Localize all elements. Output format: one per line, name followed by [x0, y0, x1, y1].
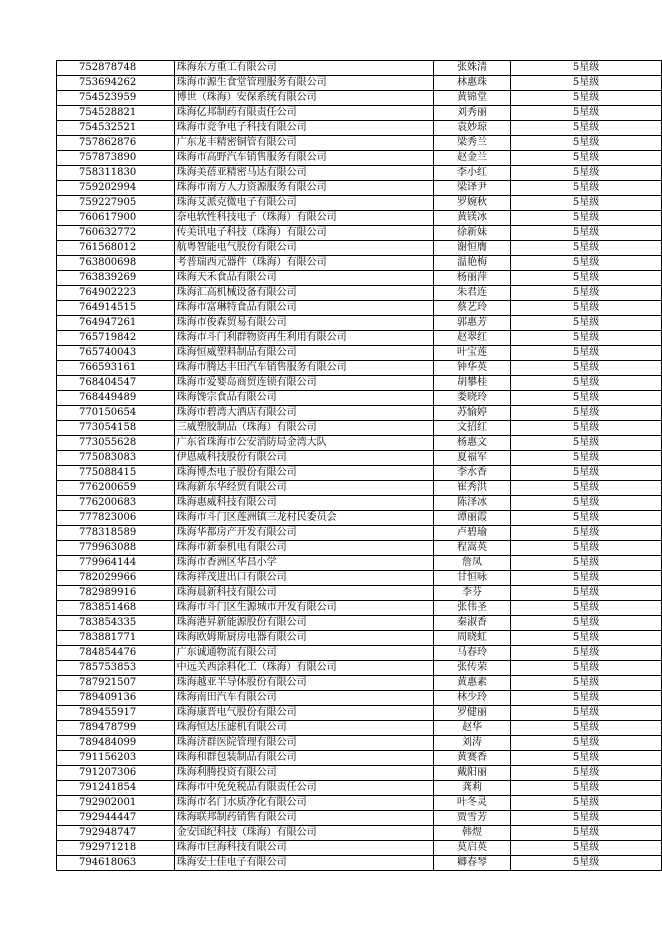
table-row — [57, 586, 662, 601]
company-name-cell: 金安国纪科技（珠海）有限公司 — [174, 826, 433, 841]
table-row — [57, 781, 662, 796]
contact-person-cell: 夏福军 — [433, 451, 511, 466]
contact-person-cell: 谢恒膺 — [433, 241, 511, 256]
org-code-cell: 783854335 — [57, 616, 175, 631]
table-row — [57, 241, 662, 256]
company-name-cell: 珠海市俊森贸易有限公司 — [174, 316, 433, 331]
table-row — [57, 661, 662, 676]
star-level-cell: 5星级 — [511, 721, 662, 736]
org-code-cell: 783851468 — [57, 601, 175, 616]
table-row — [57, 301, 662, 316]
table-row — [57, 361, 662, 376]
company-name-cell: 珠海市巨海科技有限公司 — [174, 841, 433, 856]
company-name-cell: 珠海市碧湾大酒店有限公司 — [174, 406, 433, 421]
table-row — [57, 271, 662, 286]
star-level-cell: 5星级 — [511, 766, 662, 781]
star-level-cell: 5星级 — [511, 796, 662, 811]
company-name-cell: 伊恩威科技股份有限公司 — [174, 451, 433, 466]
org-code-cell: 779964144 — [57, 556, 175, 571]
contact-person-cell: 秦淑香 — [433, 616, 511, 631]
table-row — [57, 496, 662, 511]
org-code-cell: 765719842 — [57, 331, 175, 346]
table-row — [57, 376, 662, 391]
star-level-cell: 5星级 — [511, 226, 662, 241]
contact-person-cell: 温艳梅 — [433, 256, 511, 271]
table-row — [57, 196, 662, 211]
contact-person-cell: 张伟圣 — [433, 601, 511, 616]
contact-person-cell: 龚莉 — [433, 781, 511, 796]
company-name-cell: 广东省珠海市公安消防局金湾大队 — [174, 436, 433, 451]
company-name-cell: 珠海市香洲区华昌小学 — [174, 556, 433, 571]
company-name-cell: 珠海康晋电气股份有限公司 — [174, 706, 433, 721]
company-name-cell: 广东诚通物流有限公司 — [174, 646, 433, 661]
star-level-cell: 5星级 — [511, 181, 662, 196]
org-code-cell: 791207306 — [57, 766, 175, 781]
contact-person-cell: 赵翠红 — [433, 331, 511, 346]
company-name-cell: 珠海欧姆斯厨房电器有限公司 — [174, 631, 433, 646]
company-name-cell: 珠海市富琳特食品有限公司 — [174, 301, 433, 316]
contact-person-cell: 黄镁冰 — [433, 211, 511, 226]
org-code-cell: 764902223 — [57, 286, 175, 301]
table-row — [57, 211, 662, 226]
company-name-cell: 博世（珠海）安保系统有限公司 — [174, 91, 433, 106]
contact-person-cell: 程嵩英 — [433, 541, 511, 556]
contact-person-cell: 张传荣 — [433, 661, 511, 676]
contact-person-cell: 文招红 — [433, 421, 511, 436]
contact-person-cell: 梁译尹 — [433, 181, 511, 196]
table-row — [57, 706, 662, 721]
contact-person-cell: 戴阳丽 — [433, 766, 511, 781]
org-code-cell: 791241854 — [57, 781, 175, 796]
company-name-cell: 珠海恒威塑料制品有限公司 — [174, 346, 433, 361]
contact-person-cell: 杨丽萍 — [433, 271, 511, 286]
star-level-cell: 5星级 — [511, 676, 662, 691]
table-row — [57, 601, 662, 616]
table-row — [57, 451, 662, 466]
org-code-cell: 792971218 — [57, 841, 175, 856]
company-name-cell: 传美讯电子科技（珠海）有限公司 — [174, 226, 433, 241]
star-level-cell: 5星级 — [511, 106, 662, 121]
contact-person-cell: 杨惠文 — [433, 436, 511, 451]
company-name-cell: 珠海市名门水质净化有限公司 — [174, 796, 433, 811]
company-name-cell: 珠海济群医院管理有限公司 — [174, 736, 433, 751]
company-name-cell: 珠海市斗门区生源城市开发有限公司 — [174, 601, 433, 616]
contact-person-cell: 卢碧瑜 — [433, 526, 511, 541]
table-row — [57, 436, 662, 451]
company-name-cell: 珠海南田汽车有限公司 — [174, 691, 433, 706]
star-level-cell: 5星级 — [511, 751, 662, 766]
star-level-cell: 5星级 — [511, 76, 662, 91]
star-level-cell: 5星级 — [511, 316, 662, 331]
org-code-cell: 787921507 — [57, 676, 175, 691]
contact-person-cell: 朱君连 — [433, 286, 511, 301]
contact-person-cell: 刘秀丽 — [433, 106, 511, 121]
star-level-cell: 5星级 — [511, 841, 662, 856]
contact-person-cell: 马春玲 — [433, 646, 511, 661]
star-level-cell: 5星级 — [511, 571, 662, 586]
star-level-cell: 5星级 — [511, 601, 662, 616]
org-code-cell: 763839269 — [57, 271, 175, 286]
org-code-cell: 777823006 — [57, 511, 175, 526]
star-level-cell: 5星级 — [511, 196, 662, 211]
star-level-cell: 5星级 — [511, 451, 662, 466]
org-code-cell: 764914515 — [57, 301, 175, 316]
contact-person-cell: 黄惠素 — [433, 676, 511, 691]
org-code-cell: 791156203 — [57, 751, 175, 766]
table-row — [57, 826, 662, 841]
company-name-cell: 航粤智能电气股份有限公司 — [174, 241, 433, 256]
company-name-cell: 珠海博杰电子股份有限公司 — [174, 466, 433, 481]
company-name-cell: 珠海新东华经贸有限公司 — [174, 481, 433, 496]
table-row — [57, 481, 662, 496]
company-name-cell: 珠海利腾投资有限公司 — [174, 766, 433, 781]
org-code-cell: 770150654 — [57, 406, 175, 421]
star-level-cell: 5星级 — [511, 331, 662, 346]
org-code-cell: 782989916 — [57, 586, 175, 601]
table-row — [57, 151, 662, 166]
org-code-cell: 758311830 — [57, 166, 175, 181]
company-name-cell: 珠海和群包装制品有限公司 — [174, 751, 433, 766]
contact-person-cell: 林惠珠 — [433, 76, 511, 91]
contact-person-cell: 李芬 — [433, 586, 511, 601]
org-code-cell: 759202994 — [57, 181, 175, 196]
company-name-cell: 珠海市新泰机电有限公司 — [174, 541, 433, 556]
star-level-cell: 5星级 — [511, 301, 662, 316]
company-name-cell: 广东龙丰精密铜管有限公司 — [174, 136, 433, 151]
table-row — [57, 181, 662, 196]
contact-person-cell: 黄锦堂 — [433, 91, 511, 106]
company-name-cell: 珠海市爱婴岛商贸连锁有限公司 — [174, 376, 433, 391]
contact-person-cell: 赵华 — [433, 721, 511, 736]
star-level-cell: 5星级 — [511, 856, 662, 871]
table-row — [57, 91, 662, 106]
contact-person-cell: 徐新妹 — [433, 226, 511, 241]
star-level-cell: 5星级 — [511, 826, 662, 841]
star-level-cell: 5星级 — [511, 646, 662, 661]
table-row — [57, 286, 662, 301]
company-name-cell: 考普瑞西元器件（珠海）有限公司 — [174, 256, 433, 271]
table-row — [57, 121, 662, 136]
star-level-cell: 5星级 — [511, 271, 662, 286]
org-code-cell: 792902001 — [57, 796, 175, 811]
org-code-cell: 789455917 — [57, 706, 175, 721]
table-row — [57, 736, 662, 751]
table-row — [57, 841, 662, 856]
org-code-cell: 789478799 — [57, 721, 175, 736]
contact-person-cell: 张姝清 — [433, 61, 511, 76]
org-code-cell: 785753853 — [57, 661, 175, 676]
company-name-cell: 珠海惠威科技有限公司 — [174, 496, 433, 511]
contact-person-cell: 谭丽霞 — [433, 511, 511, 526]
table-row — [57, 541, 662, 556]
org-code-cell: 754532521 — [57, 121, 175, 136]
contact-person-cell: 詹凤 — [433, 556, 511, 571]
company-name-cell: 珠海晨新科技有限公司 — [174, 586, 433, 601]
table-row — [57, 421, 662, 436]
contact-person-cell: 蔡艺玲 — [433, 301, 511, 316]
org-code-cell: 754523959 — [57, 91, 175, 106]
star-level-cell: 5星级 — [511, 556, 662, 571]
org-code-cell: 775083083 — [57, 451, 175, 466]
table-row — [57, 526, 662, 541]
star-level-cell: 5星级 — [511, 391, 662, 406]
contact-person-cell: 周晓虹 — [433, 631, 511, 646]
org-code-cell: 760617900 — [57, 211, 175, 226]
company-name-cell: 珠海市中免免税品有限责任公司 — [174, 781, 433, 796]
org-code-cell: 763800698 — [57, 256, 175, 271]
star-level-cell: 5星级 — [511, 376, 662, 391]
table-row — [57, 616, 662, 631]
contact-person-cell: 叶宝莲 — [433, 346, 511, 361]
star-level-cell: 5星级 — [511, 781, 662, 796]
star-level-cell: 5星级 — [511, 91, 662, 106]
table-row — [57, 106, 662, 121]
company-name-cell: 珠海恒达压滤机有限公司 — [174, 721, 433, 736]
contact-person-cell: 钟华英 — [433, 361, 511, 376]
company-name-cell: 珠海市斗门利群物资再生利用有限公司 — [174, 331, 433, 346]
company-name-cell: 珠海亿邦制药有限责任公司 — [174, 106, 433, 121]
org-code-cell: 757873890 — [57, 151, 175, 166]
star-level-cell: 5星级 — [511, 661, 662, 676]
org-code-cell: 773054158 — [57, 421, 175, 436]
contact-person-cell: 梁秀兰 — [433, 136, 511, 151]
table-row — [57, 331, 662, 346]
contact-person-cell: 贾雪芳 — [433, 811, 511, 826]
table-row — [57, 811, 662, 826]
contact-person-cell: 李水香 — [433, 466, 511, 481]
org-code-cell: 789484099 — [57, 736, 175, 751]
star-level-cell: 5星级 — [511, 151, 662, 166]
star-level-cell: 5星级 — [511, 361, 662, 376]
org-code-cell: 789409136 — [57, 691, 175, 706]
star-level-cell: 5星级 — [511, 256, 662, 271]
table-row — [57, 766, 662, 781]
table-row — [57, 691, 662, 706]
table-row — [57, 856, 662, 871]
contact-person-cell: 林少玲 — [433, 691, 511, 706]
star-level-cell: 5星级 — [511, 421, 662, 436]
company-name-cell: 珠海越亚半导体股份有限公司 — [174, 676, 433, 691]
org-code-cell: 766593161 — [57, 361, 175, 376]
org-code-cell: 768449489 — [57, 391, 175, 406]
contact-person-cell: 罗婉秋 — [433, 196, 511, 211]
table-row — [57, 76, 662, 91]
company-name-cell: 奈电软性科技电子（珠海）有限公司 — [174, 211, 433, 226]
table-row — [57, 256, 662, 271]
company-name-cell: 珠海华都房产开发有限公司 — [174, 526, 433, 541]
table-row — [57, 556, 662, 571]
org-code-cell: 760632772 — [57, 226, 175, 241]
table-row — [57, 166, 662, 181]
company-name-cell: 珠海艾派克微电子有限公司 — [174, 196, 433, 211]
table-row — [57, 466, 662, 481]
company-name-cell: 珠海市斗门区莲洲镇三龙村民委员会 — [174, 511, 433, 526]
contact-person-cell: 娄晓玲 — [433, 391, 511, 406]
org-code-cell: 765740043 — [57, 346, 175, 361]
org-code-cell: 773055628 — [57, 436, 175, 451]
star-level-cell: 5星级 — [511, 736, 662, 751]
table-body — [57, 61, 662, 871]
company-name-cell: 珠海东方重工有限公司 — [174, 61, 433, 76]
star-level-cell: 5星级 — [511, 811, 662, 826]
star-level-cell: 5星级 — [511, 586, 662, 601]
table-row — [57, 61, 662, 76]
star-level-cell: 5星级 — [511, 616, 662, 631]
contact-person-cell: 莫启英 — [433, 841, 511, 856]
company-name-cell: 珠海市竞争电子科技有限公司 — [174, 121, 433, 136]
contact-person-cell: 刘涛 — [433, 736, 511, 751]
org-code-cell: 778318589 — [57, 526, 175, 541]
org-code-cell: 753694262 — [57, 76, 175, 91]
org-code-cell: 764947261 — [57, 316, 175, 331]
star-level-cell: 5星级 — [511, 121, 662, 136]
contact-person-cell: 李小红 — [433, 166, 511, 181]
contact-person-cell: 黄赛香 — [433, 751, 511, 766]
table-row — [57, 136, 662, 151]
company-name-cell: 珠海汇高机械设备有限公司 — [174, 286, 433, 301]
table-row — [57, 646, 662, 661]
star-level-cell: 5星级 — [511, 466, 662, 481]
org-code-cell: 754528821 — [57, 106, 175, 121]
contact-person-cell: 郭惠芳 — [433, 316, 511, 331]
table-row — [57, 391, 662, 406]
star-level-cell: 5星级 — [511, 436, 662, 451]
contact-person-cell: 韩煜 — [433, 826, 511, 841]
company-name-cell: 三威塑胶制品（珠海）有限公司 — [174, 421, 433, 436]
star-level-cell: 5星级 — [511, 706, 662, 721]
star-level-cell: 5星级 — [511, 511, 662, 526]
star-level-cell: 5星级 — [511, 346, 662, 361]
star-level-cell: 5星级 — [511, 286, 662, 301]
contact-person-cell: 苏愉婷 — [433, 406, 511, 421]
org-code-cell: 783881771 — [57, 631, 175, 646]
table-row — [57, 316, 662, 331]
org-code-cell: 776200683 — [57, 496, 175, 511]
org-code-cell: 757862876 — [57, 136, 175, 151]
company-name-cell: 珠海联邦制药销售有限公司 — [174, 811, 433, 826]
contact-person-cell: 袁妙琼 — [433, 121, 511, 136]
star-level-cell: 5星级 — [511, 691, 662, 706]
org-code-cell: 768404547 — [57, 376, 175, 391]
star-level-cell: 5星级 — [511, 136, 662, 151]
star-level-cell: 5星级 — [511, 496, 662, 511]
star-level-cell: 5星级 — [511, 631, 662, 646]
company-name-cell: 珠海市腾达丰田汽车销售服务有限公司 — [174, 361, 433, 376]
company-name-cell: 珠海安士佳电子有限公司 — [174, 856, 433, 871]
table-row — [57, 751, 662, 766]
table-row — [57, 346, 662, 361]
contact-person-cell: 赵金兰 — [433, 151, 511, 166]
org-code-cell: 775088415 — [57, 466, 175, 481]
star-level-cell: 5星级 — [511, 526, 662, 541]
contact-person-cell: 叶冬灵 — [433, 796, 511, 811]
company-name-cell: 珠海祥茂进出口有限公司 — [174, 571, 433, 586]
org-code-cell: 792948747 — [57, 826, 175, 841]
company-name-cell: 珠海市源生食堂管理服务有限公司 — [174, 76, 433, 91]
table-row — [57, 406, 662, 421]
company-name-cell: 珠海天禾食品有限公司 — [174, 271, 433, 286]
company-name-cell: 中远关西涂料化工（珠海）有限公司 — [174, 661, 433, 676]
star-level-cell: 5星级 — [511, 166, 662, 181]
table-row — [57, 511, 662, 526]
star-level-cell: 5星级 — [511, 241, 662, 256]
company-name-cell: 珠海港昇新能源股份有限公司 — [174, 616, 433, 631]
org-code-cell: 759227905 — [57, 196, 175, 211]
table-row — [57, 676, 662, 691]
org-code-cell: 761568012 — [57, 241, 175, 256]
contact-person-cell: 陈泽冰 — [433, 496, 511, 511]
org-code-cell: 752878748 — [57, 61, 175, 76]
company-name-cell: 珠海馋宗食品有限公司 — [174, 391, 433, 406]
contact-person-cell: 胡攀桂 — [433, 376, 511, 391]
company-name-cell: 珠海美蓓亚精密马达有限公司 — [174, 166, 433, 181]
star-level-cell: 5星级 — [511, 211, 662, 226]
company-name-cell: 珠海市南方人力资源服务有限公司 — [174, 181, 433, 196]
org-code-cell: 784854476 — [57, 646, 175, 661]
contact-person-cell: 卿春琴 — [433, 856, 511, 871]
org-code-cell: 779963088 — [57, 541, 175, 556]
table-row — [57, 226, 662, 241]
star-level-cell: 5星级 — [511, 481, 662, 496]
org-code-cell: 776200659 — [57, 481, 175, 496]
data-table — [56, 60, 662, 871]
star-level-cell: 5星级 — [511, 61, 662, 76]
star-level-cell: 5星级 — [511, 541, 662, 556]
org-code-cell: 792944447 — [57, 811, 175, 826]
contact-person-cell: 甘恒咏 — [433, 571, 511, 586]
table-row — [57, 721, 662, 736]
table-row — [57, 631, 662, 646]
contact-person-cell: 罗健丽 — [433, 706, 511, 721]
star-level-cell: 5星级 — [511, 406, 662, 421]
org-code-cell: 782029966 — [57, 571, 175, 586]
company-name-cell: 珠海市高野汽车销售服务有限公司 — [174, 151, 433, 166]
contact-person-cell: 崔秀洪 — [433, 481, 511, 496]
org-code-cell: 794618063 — [57, 856, 175, 871]
table-row — [57, 571, 662, 586]
table-row — [57, 796, 662, 811]
